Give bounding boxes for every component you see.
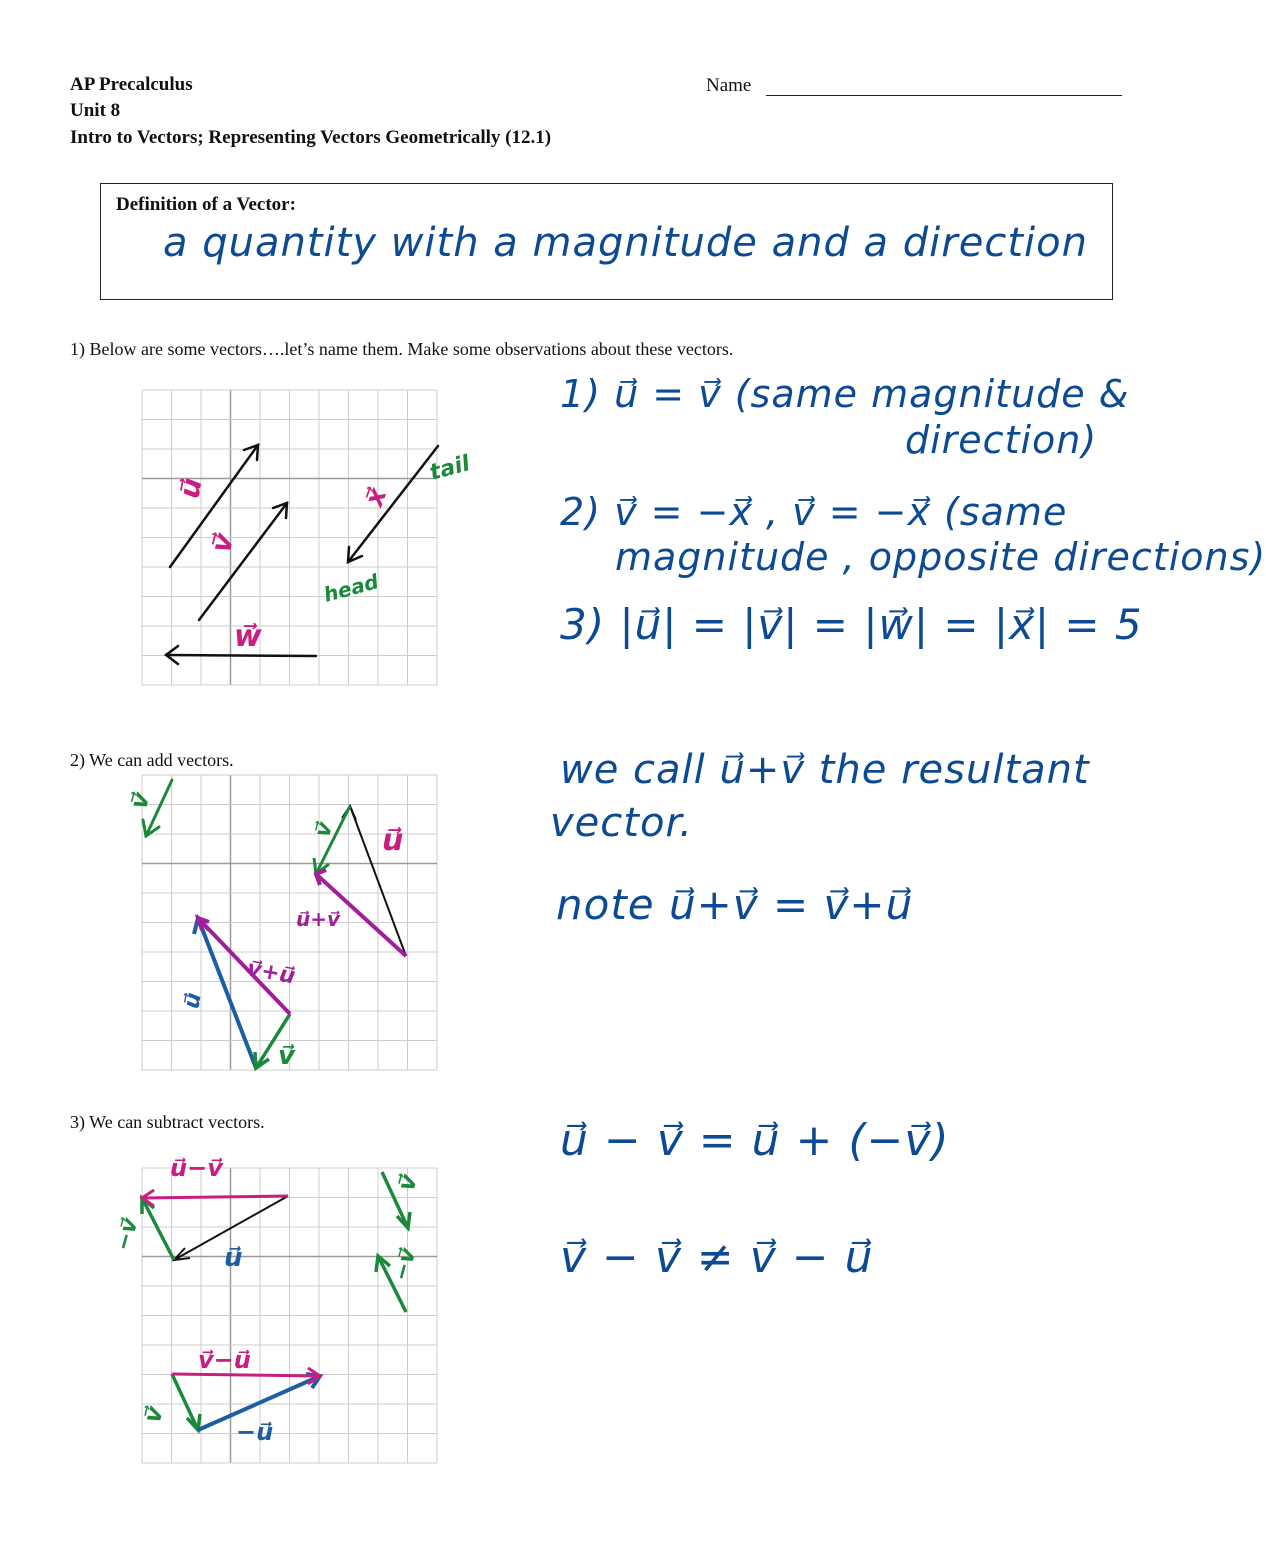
vector-v-arrow — [199, 503, 287, 620]
label-u: u⃗ — [172, 475, 209, 501]
name-label: Name — [706, 75, 752, 96]
p2-note-3: note u⃗+v⃗ = v⃗+u⃗ — [556, 880, 914, 929]
p1-note-2: direction) — [905, 418, 1098, 462]
p2-note-2: vector. — [550, 800, 693, 846]
definition-label: Definition of a Vector: — [116, 194, 296, 215]
label-x: x⃗ — [359, 484, 394, 511]
vector-grid-1 — [130, 380, 473, 690]
label-head: head — [321, 569, 382, 607]
label-v-top: v⃗ — [124, 789, 156, 812]
label-v-minus-u: v⃗−u⃗ — [198, 1346, 251, 1374]
unit-title: Unit 8 — [70, 100, 121, 121]
label-u-minus-v: u⃗−v⃗ — [170, 1154, 223, 1182]
vector-u-left-arrow — [198, 918, 256, 1068]
label-v-left: v⃗ — [137, 1403, 169, 1426]
label-w: w⃗ — [234, 619, 262, 654]
p3-note-2: v⃗ − v⃗ ≠ v⃗ − u⃗ — [560, 1232, 874, 1283]
label-v-bottom: v⃗ — [278, 1041, 295, 1071]
vector-neg-v-arrow — [142, 1198, 174, 1260]
p1-note-4: magnitude , opposite directions) — [615, 535, 1266, 579]
p2-note-1: we call u⃗+v⃗ the resultant — [560, 747, 1090, 793]
label-neg-v: −v⃗ — [110, 1215, 144, 1254]
label-v: v⃗ — [203, 529, 241, 557]
course-title: AP Precalculus — [70, 74, 193, 95]
vector-v-minus-u-arrow — [172, 1374, 320, 1376]
topic-title: Intro to Vectors; Representing Vectors Geometrically (12.1) — [70, 127, 552, 148]
vector-u-sub-arrowhead — [174, 1248, 190, 1260]
label-v-plus-u: v⃗+u⃗ — [244, 956, 298, 990]
problem-1-prompt: 1) Below are some vectors….let’s name them. Make some observations about these vectors. — [70, 339, 734, 359]
definition-answer: a quantity with a magnitude and a direction — [163, 220, 1088, 266]
p1-note-5: 3) |u⃗| = |v⃗| = |w⃗| = |x⃗| = 5 — [560, 600, 1143, 649]
problem-2-prompt: 2) We can add vectors. — [70, 750, 234, 770]
label-u-plus-v: u⃗+v⃗ — [296, 907, 341, 931]
label-neg-u: −u⃗ — [236, 1418, 274, 1446]
name-field[interactable] — [766, 95, 1122, 96]
problem-3-prompt: 3) We can subtract vectors. — [70, 1112, 265, 1132]
vector-grid-2 — [110, 770, 450, 1080]
label-tail: tail — [427, 451, 473, 486]
vector-w-arrow — [166, 655, 316, 656]
p1-note-3: 2) v⃗ = −x⃗ , v⃗ = −x⃗ (same — [560, 490, 1068, 534]
label-u: u⃗ — [224, 1243, 243, 1273]
label-v-small: v⃗ — [310, 819, 339, 840]
p3-note-1: u⃗ − v⃗ = u⃗ + (−v⃗) — [560, 1115, 950, 1166]
label-u-right: u⃗ — [382, 823, 404, 858]
vector-grid-3 — [108, 1140, 453, 1470]
vector-x-arrow — [348, 446, 438, 562]
label-neg-v-right: −v⃗ — [388, 1245, 422, 1284]
vector-u-minus-v-arrow — [142, 1196, 288, 1198]
definition-box — [100, 183, 1113, 300]
p1-note-1: 1) u⃗ = v⃗ (same magnitude & — [560, 372, 1130, 416]
vector-v-left-arrow — [172, 1374, 198, 1430]
label-u-left: u⃗ — [179, 990, 207, 1011]
label-v-right: v⃗ — [391, 1171, 423, 1194]
